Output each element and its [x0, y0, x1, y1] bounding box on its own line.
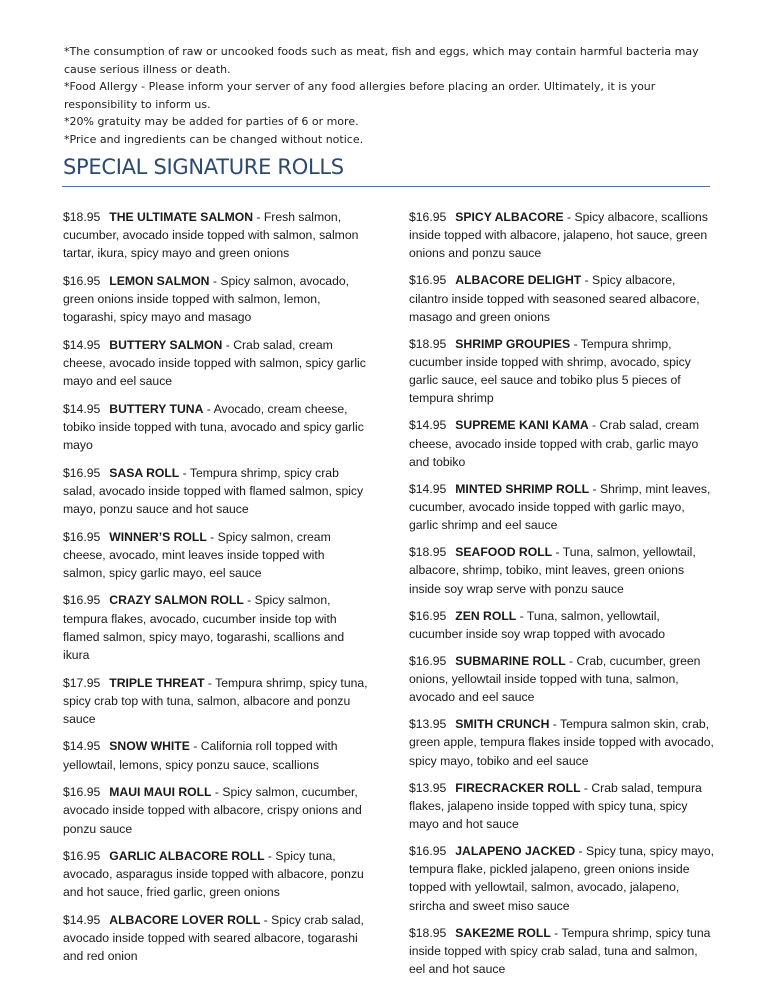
menu-item — [63, 400, 368, 455]
menu-item-description: - Tempura shrimp, spicy crab salad, avocado inside topped with flamed salmon, spicy mayo, ponzu sauce and hot sauce — [63, 465, 364, 517]
menu-item — [409, 543, 714, 598]
menu-item-name: ALBACORE DELIGHT — [455, 273, 582, 288]
menu-item-price: $18.95 — [63, 210, 101, 224]
menu-item-description: - Spicy salmon, cream cheese, avocado, mint leaves inside topped with salmon, spicy garlic mayo, eel sauce — [63, 529, 331, 580]
note-food-allergy: *Food Allergy - Please inform your server of any food allergies before placing an order. Ultimately, it is your responsibility to inform us. — [64, 80, 656, 111]
menu-item-description: - Spicy salmon, tempura flakes, avocado, cucumber inside top with flamed salmon, spicy mayo, togarashi, scallions and ikura — [63, 593, 345, 663]
menu-item — [63, 911, 368, 966]
menu-item-name: JALAPENO JACKED — [455, 844, 576, 859]
menu-item — [63, 783, 368, 838]
menu-item — [409, 715, 714, 770]
menu-item-name: BUTTERY SALMON — [109, 337, 223, 352]
menu-item — [409, 271, 714, 326]
menu-item — [409, 335, 714, 408]
menu-item-description: - Spicy tuna, avocado, asparagus inside topped with albacore, ponzu and hot sauce, fried garlic, green onions — [63, 849, 364, 900]
menu-item-name: LEMON SALMON — [109, 273, 210, 288]
menu-item — [409, 924, 714, 979]
menu-item-description: - Crab salad, cream cheese, avocado inside topped with salmon, spicy garlic mayo and eel sauce — [63, 337, 366, 389]
menu-item-price: $16.95 — [409, 844, 447, 859]
menu-item-price: $14.95 — [63, 739, 101, 754]
menu-item — [409, 208, 714, 263]
menu-item — [409, 416, 714, 471]
menu-item-price: $13.95 — [409, 717, 447, 732]
menu-item-description: - Spicy albacore, scallions inside topped with albacore, jalapeno, hot sauce, green onions and ponzu sauce — [409, 210, 708, 261]
menu-item — [409, 842, 714, 915]
menu-item-description: - Spicy crab salad, avocado inside topped with seared albacore, togarashi and red onion — [63, 912, 364, 964]
menu-item-name: THE ULTIMATE SALMON — [109, 210, 254, 224]
menu-item-name: SUBMARINE ROLL — [455, 653, 566, 668]
menu-item-name: SHRIMP GROUPIES — [455, 336, 571, 351]
menu-item-price: $18.95 — [409, 336, 447, 351]
menu-item-name: ALBACORE LOVER ROLL — [109, 912, 261, 927]
menu-item-price: $16.95 — [63, 465, 101, 480]
menu-column-left — [63, 208, 368, 975]
menu-item-name: GARLIC ALBACORE ROLL — [109, 849, 265, 864]
menu-item-price: $16.95 — [409, 653, 447, 668]
menu-item-price: $18.95 — [409, 545, 447, 560]
menu-item-description: - Spicy salmon, cucumber, avocado inside topped with albacore, crispy onions and ponzu sauce — [63, 785, 362, 836]
menu-item-description: - California roll topped with yellowtail, lemons, spicy ponzu sauce, scallions — [63, 739, 338, 772]
title-divider — [62, 186, 710, 187]
menu-item-price: $16.95 — [63, 849, 101, 864]
menu-item-price: $16.95 — [63, 273, 101, 288]
menu-item-name: BUTTERY TUNA — [109, 401, 204, 416]
menu-item — [63, 336, 368, 391]
menu-item-name: SNOW WHITE — [109, 739, 190, 754]
menu-item — [409, 779, 714, 834]
menu-item-description: - Crab salad, cream cheese, avocado inside topped with crab, garlic mayo and tobiko — [409, 418, 700, 469]
menu-item-description: - Tempura shrimp, spicy tuna, spicy crab top with tuna, salmon, albacore and ponzu sauce — [63, 675, 368, 726]
menu-item-description: - Tuna, salmon, yellowtail, albacore, shrimp, tobiko, mint leaves, green onions inside soy wrap serve with ponzu sauce — [409, 545, 696, 596]
note-gratuity: *20% gratuity may be added for parties of 6 or more. — [64, 115, 359, 129]
menu-item-price: $16.95 — [63, 529, 101, 544]
menu-item-price: $16.95 — [409, 210, 447, 224]
menu-item-description: - Spicy albacore, cilantro inside topped with seasoned seared albacore, masago and green onions — [409, 273, 700, 324]
note-raw-food: *The consumption of raw or uncooked foods such as meat, fish and eggs, which may contain harmful bacteria may cause serious illness or death. — [64, 45, 699, 76]
menu-item-price: $16.95 — [409, 273, 447, 288]
menu-column-right — [409, 208, 714, 987]
menu-item-description: - Crab, cucumber, green onions, yellowtail inside topped with tuna, salmon, avocado and eel sauce — [409, 653, 701, 705]
menu-item-name: SASA ROLL — [109, 465, 180, 480]
menu-item — [63, 737, 368, 773]
menu-item-price: $14.95 — [63, 401, 101, 416]
menu-item — [63, 528, 368, 583]
menu-item — [63, 464, 368, 519]
menu-item-description: - Spicy salmon, avocado, green onions inside topped with salmon, lemon, togarashi, spicy mayo and masago — [63, 273, 350, 325]
menu-item — [63, 674, 368, 729]
menu-item-name: SMITH CRUNCH — [455, 717, 550, 732]
menu-item-price: $14.95 — [63, 337, 101, 352]
menu-item — [63, 208, 368, 263]
menu-item-price: $14.95 — [63, 912, 101, 927]
menu-item-name: SUPREME KANI KAMA — [455, 418, 589, 433]
menu-item-description: - Shrimp, mint leaves, cucumber, avocado inside topped with garlic mayo, garlic shrimp and eel sauce — [409, 481, 711, 533]
section-title: SPECIAL SIGNATURE ROLLS — [63, 155, 344, 179]
menu-item-price: $17.95 — [63, 675, 101, 690]
menu-item-description: - Fresh salmon, cucumber, avocado inside topped with salmon, salmon tartar, ikura, spicy mayo and green onions — [63, 210, 359, 261]
menu-item-name: WINNER’S ROLL — [109, 529, 207, 544]
menu-item-price: $16.95 — [409, 608, 447, 623]
menu-item — [63, 591, 368, 664]
menu-item-price: $14.95 — [409, 418, 447, 433]
menu-item-name: TRIPLE THREAT — [109, 675, 205, 690]
menu-item-description: - Avocado, cream cheese, tobiko inside topped with tuna, avocado and spicy garlic mayo — [63, 401, 364, 453]
menu-item — [63, 847, 368, 902]
menu-item-name: SEAFOOD ROLL — [455, 545, 553, 560]
menu-item — [409, 607, 714, 643]
menu-item-name: SAKE2ME ROLL — [455, 925, 551, 940]
menu-item-price: $16.95 — [63, 593, 101, 608]
menu-item-name: CRAZY SALMON ROLL — [109, 593, 244, 608]
menu-item-description: - Tempura shrimp, spicy tuna inside topped with spicy crab salad, tuna and salmon, eel and hot sauce — [409, 925, 711, 977]
menu-item — [409, 480, 714, 535]
menu-item-description: - Tuna, salmon, yellowtail, cucumber inside soy wrap topped with avocado — [409, 608, 666, 641]
menu-item-price: $18.95 — [409, 925, 447, 940]
menu-item-description: - Tempura shrimp, cucumber inside topped with shrimp, avocado, spicy garlic sauce, eel sauce and tobiko plus 5 pieces of tempura shrimp — [409, 336, 691, 406]
menu-item-price: $13.95 — [409, 780, 447, 795]
menu-item-description: - Spicy tuna, spicy mayo, tempura flake, pickled jalapeno, green onions inside topped with yellowtail, salmon, avocado, jalapeno, srircha and sweet miso sauce — [409, 844, 715, 913]
menu-item-description: - Tempura salmon skin, crab, green apple, tempura flakes inside topped with avocado, spicy mayo, tobiko and eel sauce — [409, 717, 714, 768]
menu-item-name: FIRECRACKER ROLL — [455, 780, 581, 795]
note-price-change: *Price and ingredients can be changed without notice. — [64, 132, 364, 146]
disclaimer-notes — [64, 43, 724, 149]
menu-item-price: $14.95 — [409, 481, 447, 496]
menu-item-name: SPICY ALBACORE — [455, 210, 564, 224]
menu-item-description: - Crab salad, tempura flakes, jalapeno inside topped with spicy tuna, spicy mayo and hot sauce — [409, 780, 702, 832]
menu-item — [63, 272, 368, 327]
menu-item-name: MAUI MAUI ROLL — [109, 785, 212, 800]
menu-item-name: ZEN ROLL — [455, 608, 517, 623]
menu-item-price: $16.95 — [63, 785, 101, 800]
menu-item-name: MINTED SHRIMP ROLL — [455, 481, 590, 496]
menu-item — [409, 652, 714, 707]
